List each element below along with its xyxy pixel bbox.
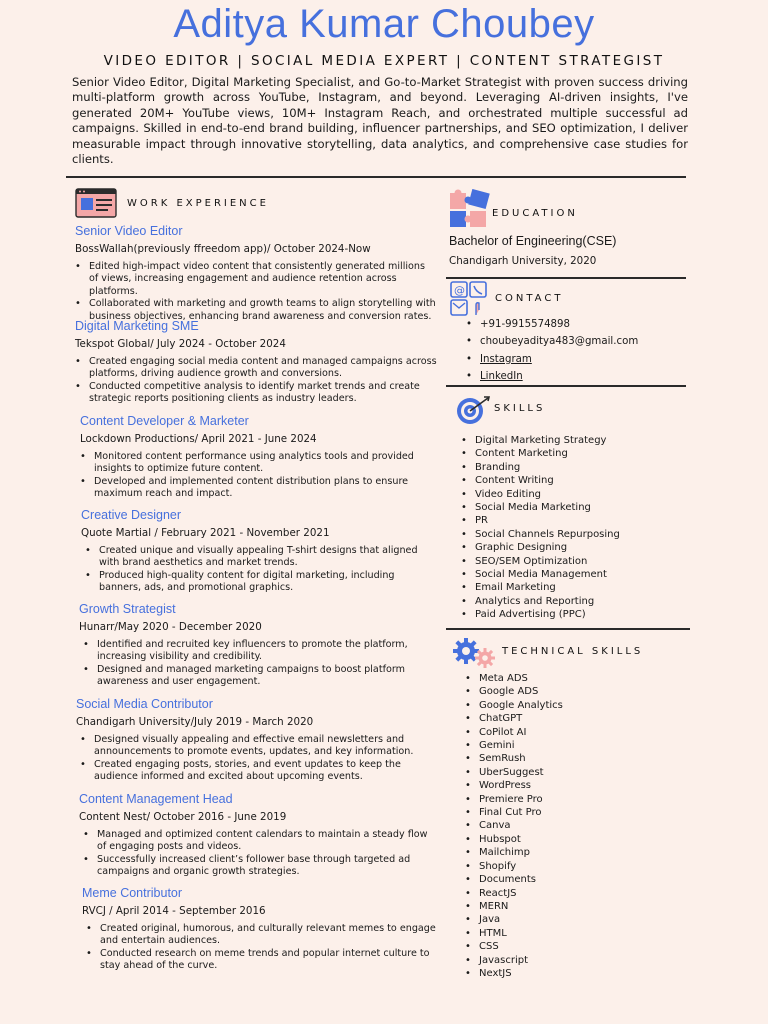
job-subtitle: RVCJ / April 2014 - September 2016 <box>82 905 266 917</box>
job-entry <box>75 224 437 323</box>
puzzle-icon <box>448 189 492 229</box>
job-title: Content Developer & Marketer <box>80 414 249 428</box>
summary-paragraph: Senior Video Editor, Digital Marketing Specialist, and Go-to-Market Strategist with proven success driving multi-platform growth across YouTube, Instagram, and beyond. Leveraging AI-driven insights, I've generated 20M+ YouTube views, 10M+ Instagram Reach, and orchestrated multiple successful ad campaigns. Skilled in end-to-end brand building, influencer partnerships, and SEO optimization, I deliver measurable impact through innovative storytelling, data analytics, and comprehensive case studies for clients. <box>72 75 688 167</box>
degree: Bachelor of Engineering(CSE) <box>449 234 617 248</box>
job-bullet: • Created original, humorous, and culturally relevant memes to engage and entertain audiences. <box>86 923 436 948</box>
skill-item: • Content Writing <box>461 474 686 487</box>
job-subtitle: Chandigarh University/July 2019 - March 2020 <box>76 716 314 728</box>
skill-item: • Social Channels Repurposing <box>461 528 686 541</box>
contact-icons <box>450 281 488 317</box>
technical-skill-item: • SemRush <box>465 752 685 765</box>
technical-skill-item: • CoPilot AI <box>465 726 685 739</box>
skill-item: • PR <box>461 514 686 527</box>
education-divider <box>446 277 686 279</box>
job-entry <box>81 508 436 595</box>
job-title: Creative Designer <box>81 508 182 522</box>
linkedin-link[interactable]: • LinkedIn <box>466 370 686 383</box>
technical-skill-item: • Canva <box>465 819 685 832</box>
instagram-link[interactable]: • Instagram <box>466 353 686 366</box>
technical-skill-item: • ReactJS <box>465 887 685 900</box>
technical-skill-item: • Gemini <box>465 739 685 752</box>
job-bullet: • Created unique and visually appealing T-shirt designs that aligned with brand aesthetics and market trends. <box>85 545 436 570</box>
technical-skills-list <box>465 672 685 980</box>
technical-skill-item: • MERN <box>465 900 685 913</box>
technical-skill-item: • Hubspot <box>465 833 685 846</box>
contact-divider <box>446 385 686 387</box>
skills-list <box>461 434 686 622</box>
job-bullet: • Conducted research on meme trends and popular internet culture to stay ahead of the curve. <box>86 948 436 973</box>
job-bullet: • Monitored content performance using analytics tools and provided insights to optimize future content. <box>80 451 435 476</box>
svg-text:@: @ <box>454 284 465 297</box>
technical-skill-item: • Mailchimp <box>465 846 685 859</box>
job-subtitle: Quote Martial / February 2021 - November 2021 <box>81 527 330 539</box>
skill-item: • Branding <box>461 461 686 474</box>
job-bullet: • Produced high-quality content for digital marketing, including banners, ads, and promotional graphics. <box>85 570 436 595</box>
technical-skill-item: • Premiere Pro <box>465 793 685 806</box>
job-entry <box>79 792 436 879</box>
job-bullet: • Identified and recruited key influencers to promote the platform, increasing visibility and credibility. <box>83 639 436 664</box>
work-experience-heading: WORK EXPERIENCE <box>127 198 269 209</box>
technical-skill-item: • Final Cut Pro <box>465 806 685 819</box>
skill-item: • Analytics and Reporting <box>461 595 686 608</box>
technical-skill-item: • CSS <box>465 940 685 953</box>
technical-skill-item: • HTML <box>465 927 685 940</box>
job-title: Social Media Contributor <box>76 697 213 711</box>
school: Chandigarh University, 2020 <box>449 255 597 267</box>
job-bullet: • Managed and optimized content calendars to maintain a steady flow of engaging posts and videos. <box>83 829 436 854</box>
job-bullet: • Designed and managed marketing campaigns to boost platform awareness and user engagement. <box>83 664 436 689</box>
email-address[interactable]: • choubeyaditya483@gmail.com <box>466 335 686 348</box>
job-bullet: • Developed and implemented content distribution plans to ensure maximum reach and impact. <box>80 476 435 501</box>
job-entry <box>82 886 436 973</box>
skill-item: • Paid Advertising (PPC) <box>461 608 686 621</box>
skill-item: • Graphic Designing <box>461 541 686 554</box>
job-bullet: • Designed visually appealing and effective email newsletters and announcements to promote events, updates, and key information. <box>80 734 436 759</box>
technical-skill-item: • WordPress <box>465 779 685 792</box>
skills-heading: SKILLS <box>494 403 546 414</box>
technical-skill-item: • Google ADS <box>465 685 685 698</box>
job-subtitle: Hunarr/May 2020 - December 2020 <box>79 621 262 633</box>
skill-item: • Digital Marketing Strategy <box>461 434 686 447</box>
technical-skill-item: • NextJS <box>465 967 685 980</box>
skill-item: • Email Marketing <box>461 581 686 594</box>
job-subtitle: Tekspot Global/ July 2024 - October 2024 <box>75 338 286 350</box>
technical-skill-item: • Shopify <box>465 860 685 873</box>
job-entry <box>75 319 437 406</box>
gears-icon <box>453 638 497 668</box>
technical-skill-item: • Java <box>465 913 685 926</box>
job-subtitle: BossWallah(previously ffreedom app)/ October 2024-Now <box>75 243 371 255</box>
technical-skill-item: • Javascript <box>465 954 685 967</box>
technical-skills-heading: TECHNICAL SKILLS <box>502 646 644 657</box>
skill-item: • SEO/SEM Optimization <box>461 555 686 568</box>
job-subtitle: Content Nest/ October 2016 - June 2019 <box>79 811 287 823</box>
technical-skill-item: • Meta ADS <box>465 672 685 685</box>
resume-name: Aditya Kumar Choubey <box>173 2 595 46</box>
skill-item: • Social Media Marketing <box>461 501 686 514</box>
job-bullet: • Successfully increased client’s follower base through targeted ad campaigns and organic growth strategies. <box>83 854 436 879</box>
header-divider <box>66 176 686 178</box>
job-bullet: • Collaborated with marketing and growth teams to align storytelling with business objectives, enhancing brand awareness and conversion rates. <box>75 298 437 323</box>
skill-item: • Social Media Management <box>461 568 686 581</box>
job-title: Senior Video Editor <box>75 224 183 238</box>
skill-item: • Content Marketing <box>461 447 686 460</box>
skill-item: • Video Editing <box>461 488 686 501</box>
technical-skill-item: • UberSuggest <box>465 766 685 779</box>
job-title: Meme Contributor <box>82 886 183 900</box>
job-entry <box>79 602 436 689</box>
job-bullet: • Edited high-impact video content that consistently generated millions of views, increasing engagement and audience retention across platforms. <box>75 261 437 298</box>
technical-skill-item: • Documents <box>465 873 685 886</box>
phone-number[interactable]: • +91-9915574898 <box>466 318 686 331</box>
job-subtitle: Lockdown Productions/ April 2021 - June 2024 <box>80 433 317 445</box>
job-bullet: • Created engaging social media content and managed campaigns across platforms, driving audience growth and conversions. <box>75 356 437 381</box>
job-title: Digital Marketing SME <box>75 319 199 333</box>
contact-heading: CONTACT <box>495 293 564 304</box>
job-bullet: • Conducted competitive analysis to identify market trends and create strategic reports positioning clients as industry leaders. <box>75 381 437 406</box>
target-icon <box>456 396 490 426</box>
job-bullet: • Created engaging posts, stories, and event updates to keep the audience informed and excited about upcoming events. <box>80 759 436 784</box>
job-title: Growth Strategist <box>79 602 176 616</box>
technical-skill-item: • ChatGPT <box>465 712 685 725</box>
technical-skill-item: • Google Analytics <box>465 699 685 712</box>
resume-tagline: VIDEO EDITOR | SOCIAL MEDIA EXPERT | CONTENT STRATEGIST <box>103 53 665 69</box>
contact-list <box>466 318 686 384</box>
job-entry <box>76 697 436 784</box>
job-title: Content Management Head <box>79 792 233 806</box>
job-entry <box>80 414 435 501</box>
education-heading: EDUCATION <box>492 208 578 219</box>
skills-divider <box>446 628 690 630</box>
laptop-icon <box>75 187 117 219</box>
